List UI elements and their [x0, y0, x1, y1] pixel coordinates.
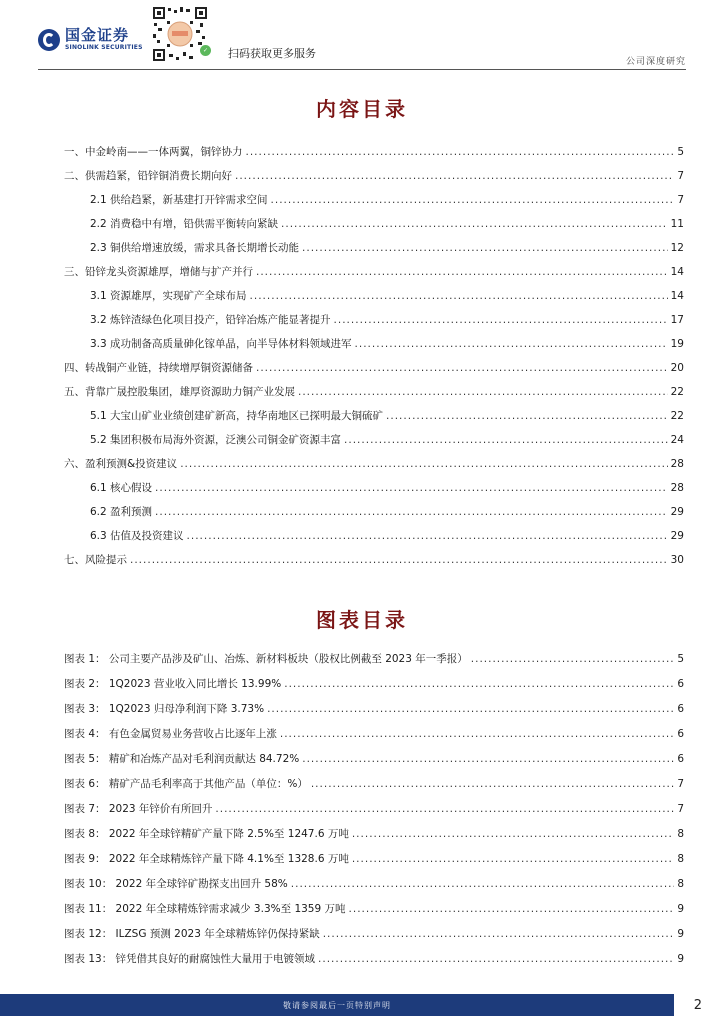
brand-name-en: SINOLINK SECURITIES: [65, 44, 143, 51]
footer-disclaimer: 敬请参阅最后一页特别声明: [283, 1001, 391, 1010]
sinolink-logo: [38, 28, 143, 51]
toc-item[interactable]: 3.3 成功制备高质量砷化镓单晶，向半导体材料领域进军 ..... 19: [90, 336, 684, 351]
figure-item[interactable]: 图表 5： 精矿和冶炼产品对毛利润贡献达 84.72% ..... 6: [64, 751, 684, 766]
toc-item[interactable]: 一、中金岭南——一体两翼，铜锌协力 ..... 5: [64, 144, 684, 159]
report-type-label: 公司深度研究: [625, 57, 686, 67]
figure-item[interactable]: 图表 7： 2023 年锌价有所回升 ..... 7: [64, 801, 684, 816]
figure-item[interactable]: 图表 13： 锌凭借其良好的耐腐蚀性大量用于电镀领域 ..... 9: [64, 951, 684, 966]
toc-item[interactable]: 2.3 铜供给增速放缓，需求具备长期增长动能 ..... 12: [90, 240, 684, 255]
toc-item[interactable]: 四、转战铜产业链，持续增厚铜资源储备 ..... 20: [64, 360, 684, 375]
toc-item[interactable]: 七、风险提示 ..... 30: [64, 552, 684, 567]
toc-item[interactable]: 6.3 估值及投资建议 ..... 29: [90, 528, 684, 543]
page-footer: [0, 994, 724, 1024]
toc-item[interactable]: 六、盈利预测&投资建议 ..... 28: [64, 456, 684, 471]
toc-item[interactable]: 二、供需趋紧，铅锌铜消费长期向好 ..... 7: [64, 168, 684, 183]
figure-item[interactable]: 图表 2： 1Q2023 营业收入同比增长 13.99% ..... 6: [64, 676, 684, 691]
toc-item[interactable]: 5.1 大宝山矿业业绩创建矿新高，持华南地区已探明最大铜硫矿 ..... 22: [90, 408, 684, 423]
wechat-badge-icon: ✓: [200, 45, 211, 56]
toc-item[interactable]: 2.1 供给趋紧，新基建打开锌需求空间 ..... 7: [90, 192, 684, 207]
toc-item[interactable]: 2.2 消费稳中有增，铅供需平衡转向紧缺 ..... 11: [90, 216, 684, 231]
header-divider: [38, 69, 686, 70]
page-header: [0, 0, 724, 70]
figure-item[interactable]: 图表 4： 有色金属贸易业务营收占比逐年上涨 ..... 6: [64, 726, 684, 741]
brand-name-cn: 国金证券: [65, 26, 130, 44]
figure-item[interactable]: 图表 9： 2022 年全球精炼锌产量下降 4.1%至 1328.6 万吨 ..... 8: [64, 851, 684, 866]
figure-item[interactable]: 图表 3： 1Q2023 归母净利润下降 3.73% ..... 6: [64, 701, 684, 716]
qr-code-icon[interactable]: [152, 6, 208, 62]
figure-item[interactable]: 图表 10： 2022 年全球锌矿勘探支出回升 58% ..... 8: [64, 876, 684, 891]
scan-prompt: 扫码获取更多服务: [228, 47, 316, 60]
figure-item[interactable]: 图表 1： 公司主要产品涉及矿山、冶炼、新材料板块（股权比例截至 2023 年一季报） ..... 5: [64, 651, 684, 666]
page-number: 2: [693, 998, 702, 1013]
toc-item[interactable]: 三、铅锌龙头资源雄厚，增储与扩产并行 ..... 14: [64, 264, 684, 279]
figure-item[interactable]: 图表 6： 精矿产品毛利率高于其他产品（单位：%） ..... 7: [64, 776, 684, 791]
toc-item[interactable]: 3.2 炼锌渣绿色化项目投产，铅锌冶炼产能显著提升 ..... 17: [90, 312, 684, 327]
toc-item[interactable]: 6.2 盈利预测 ..... 29: [90, 504, 684, 519]
figure-item[interactable]: 图表 11： 2022 年全球精炼锌需求减少 3.3%至 1359 万吨 ..... 9: [64, 901, 684, 916]
toc-item[interactable]: 6.1 核心假设 ..... 28: [90, 480, 684, 495]
contents-title: 内容目录: [316, 97, 408, 121]
figure-item[interactable]: 图表 8： 2022 年全球锌精矿产量下降 2.5%至 1247.6 万吨 ..... 8: [64, 826, 684, 841]
figure-item[interactable]: 图表 12： ILZSG 预测 2023 年全球精炼锌仍保持紧缺 ..... 9: [64, 926, 684, 941]
figures-title: 图表目录: [316, 608, 408, 632]
logo-icon: [38, 29, 60, 51]
toc-item[interactable]: 五、背靠广晟控股集团，雄厚资源助力铜产业发展 ..... 22: [64, 384, 684, 399]
toc-item[interactable]: 3.1 资源雄厚，实现矿产全球布局 ..... 14: [90, 288, 684, 303]
toc-item[interactable]: 5.2 集团积极布局海外资源，泛澳公司铜金矿资源丰富 ..... 24: [90, 432, 684, 447]
